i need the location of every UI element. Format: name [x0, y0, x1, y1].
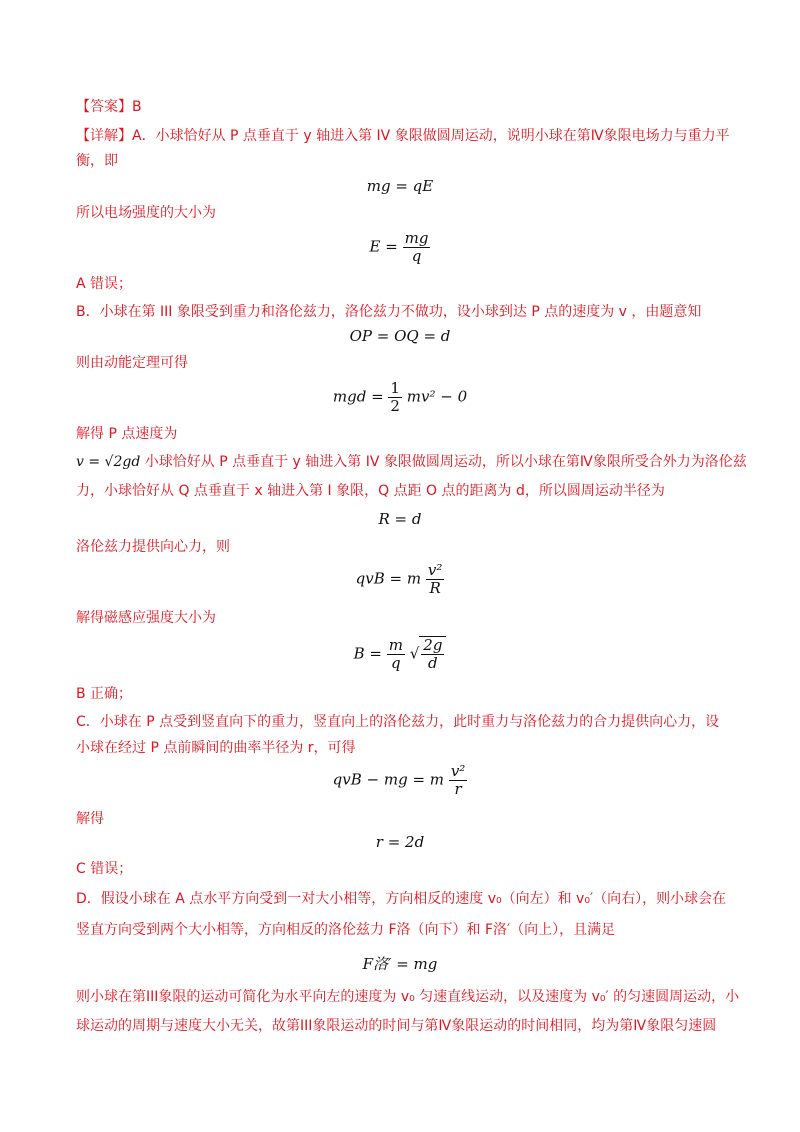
eq2-fraction: [403, 230, 431, 265]
velocity-formula: v = √2gd: [76, 454, 141, 470]
eq7-fraction: [387, 637, 405, 672]
detail-line-8: [76, 452, 747, 472]
detail-line-3: 所以电场强度的大小为: [76, 205, 216, 221]
equation-5: R = d: [378, 510, 422, 528]
detail-line-5: B．小球在第 III 象限受到重力和洛伦兹力，洛伦兹力不做功，设小球到达 P 点的速度为 v ，由题意知: [76, 304, 702, 320]
detail-line-2: 衡，即: [76, 153, 118, 169]
detail-line-10: 洛伦兹力提供向心力，则: [76, 539, 230, 555]
detail-line-14: 小球在经过 P 点前瞬间的曲率半径为 r，可得: [76, 740, 356, 756]
detail-line-4: A 错误；: [76, 276, 133, 292]
detail-line-15: 解得: [76, 811, 104, 827]
eq4-rhs: mv² − 0: [406, 387, 468, 406]
equation-2: [0, 230, 800, 265]
eq8-lhs: qvB − mg = m: [332, 770, 445, 789]
equation-3: OP = OQ = d: [349, 327, 451, 345]
detail-line-1: 【详解】A．小球恰好从 P 点垂直于 y 轴进入第 IV 象限做圆周运动，说明小球在第Ⅳ象限电场力与重力平: [76, 128, 730, 144]
detail-line-7: 解得 P 点速度为: [76, 426, 178, 442]
eq4-denominator: 2: [390, 397, 400, 415]
detail-line-12: B 正确；: [76, 686, 133, 702]
detail-line-18: 竖直方向受到两个大小相等，方向相反的洛伦兹力 F洛（向下）和 F洛′（向上），且满足: [76, 922, 616, 938]
detail-line-6: 则由动能定理可得: [76, 355, 188, 371]
eq7-radicand: [419, 636, 446, 672]
eq8-numerator: v²: [450, 762, 466, 780]
eq4-fraction: [388, 380, 402, 415]
eq4-numerator: 1: [390, 379, 400, 397]
detail-line-8-text: 小球恰好从 P 点垂直于 y 轴进入第 IV 象限做圆周运动，所以小球在第Ⅳ象限所受合外力为洛伦兹: [140, 454, 747, 470]
eq7-denominator: q: [391, 654, 401, 672]
equation-10: F洛′ = mg: [362, 955, 438, 973]
detail-line-16: C 错误；: [76, 861, 133, 877]
detail-line-11: 解得磁感应强度大小为: [76, 610, 216, 626]
equation-8: [0, 763, 800, 798]
eq7-radicand-numerator: 2g: [423, 636, 443, 654]
detail-line-9: 力，小球恰好从 Q 点垂直于 x 轴进入第 I 象限，Q 点距 O 点的距离为 d，所以圆周运动半径为: [76, 483, 665, 499]
eq4-lhs: mgd =: [332, 387, 384, 406]
equation-6: [0, 562, 800, 597]
eq2-numerator: mg: [404, 229, 429, 247]
detail-line-17: D．假设小球在 A 点水平方向受到一对大小相等，方向相反的速度 v₀（向左）和 v₀′（向右），则小球会在: [76, 891, 727, 907]
eq6-numerator: v²: [427, 561, 443, 579]
eq8-denominator: r: [454, 780, 462, 798]
eq2-denominator: q: [411, 247, 422, 265]
eq7-numerator: m: [388, 636, 403, 654]
equation-9: r = 2d: [375, 833, 425, 851]
eq7-lhs: B =: [353, 644, 382, 663]
detail-line-13: C．小球在 P 点受到竖直向下的重力，竖直向上的洛伦兹力，此时重力与洛伦兹力的合力提供向心力，设: [76, 714, 720, 730]
equation-1: mg = qE: [366, 177, 434, 195]
equation-7: [0, 636, 800, 672]
detail-line-20: 球运动的周期与速度大小无关，故第III象限运动的时间与第Ⅳ象限运动的时间相同，均为第Ⅳ象限匀速圆: [76, 1018, 717, 1034]
detail-line-19: 则小球在第III象限的运动可简化为水平向左的速度为 v₀ 匀速直线运动，以及速度为 v₀′ 的匀速圆周运动，小: [76, 989, 740, 1005]
eq6-denominator: R: [429, 579, 441, 597]
equation-4: [0, 380, 800, 415]
eq2-lhs: E =: [369, 237, 398, 256]
eq7-radicand-denominator: d: [428, 654, 438, 672]
answer-label: 【答案】B: [76, 99, 142, 115]
eq6-lhs: qvB = m: [355, 569, 422, 588]
eq6-fraction: [426, 562, 445, 597]
eq8-fraction: [449, 763, 468, 798]
sqrt-sign-icon: √: [409, 644, 420, 663]
